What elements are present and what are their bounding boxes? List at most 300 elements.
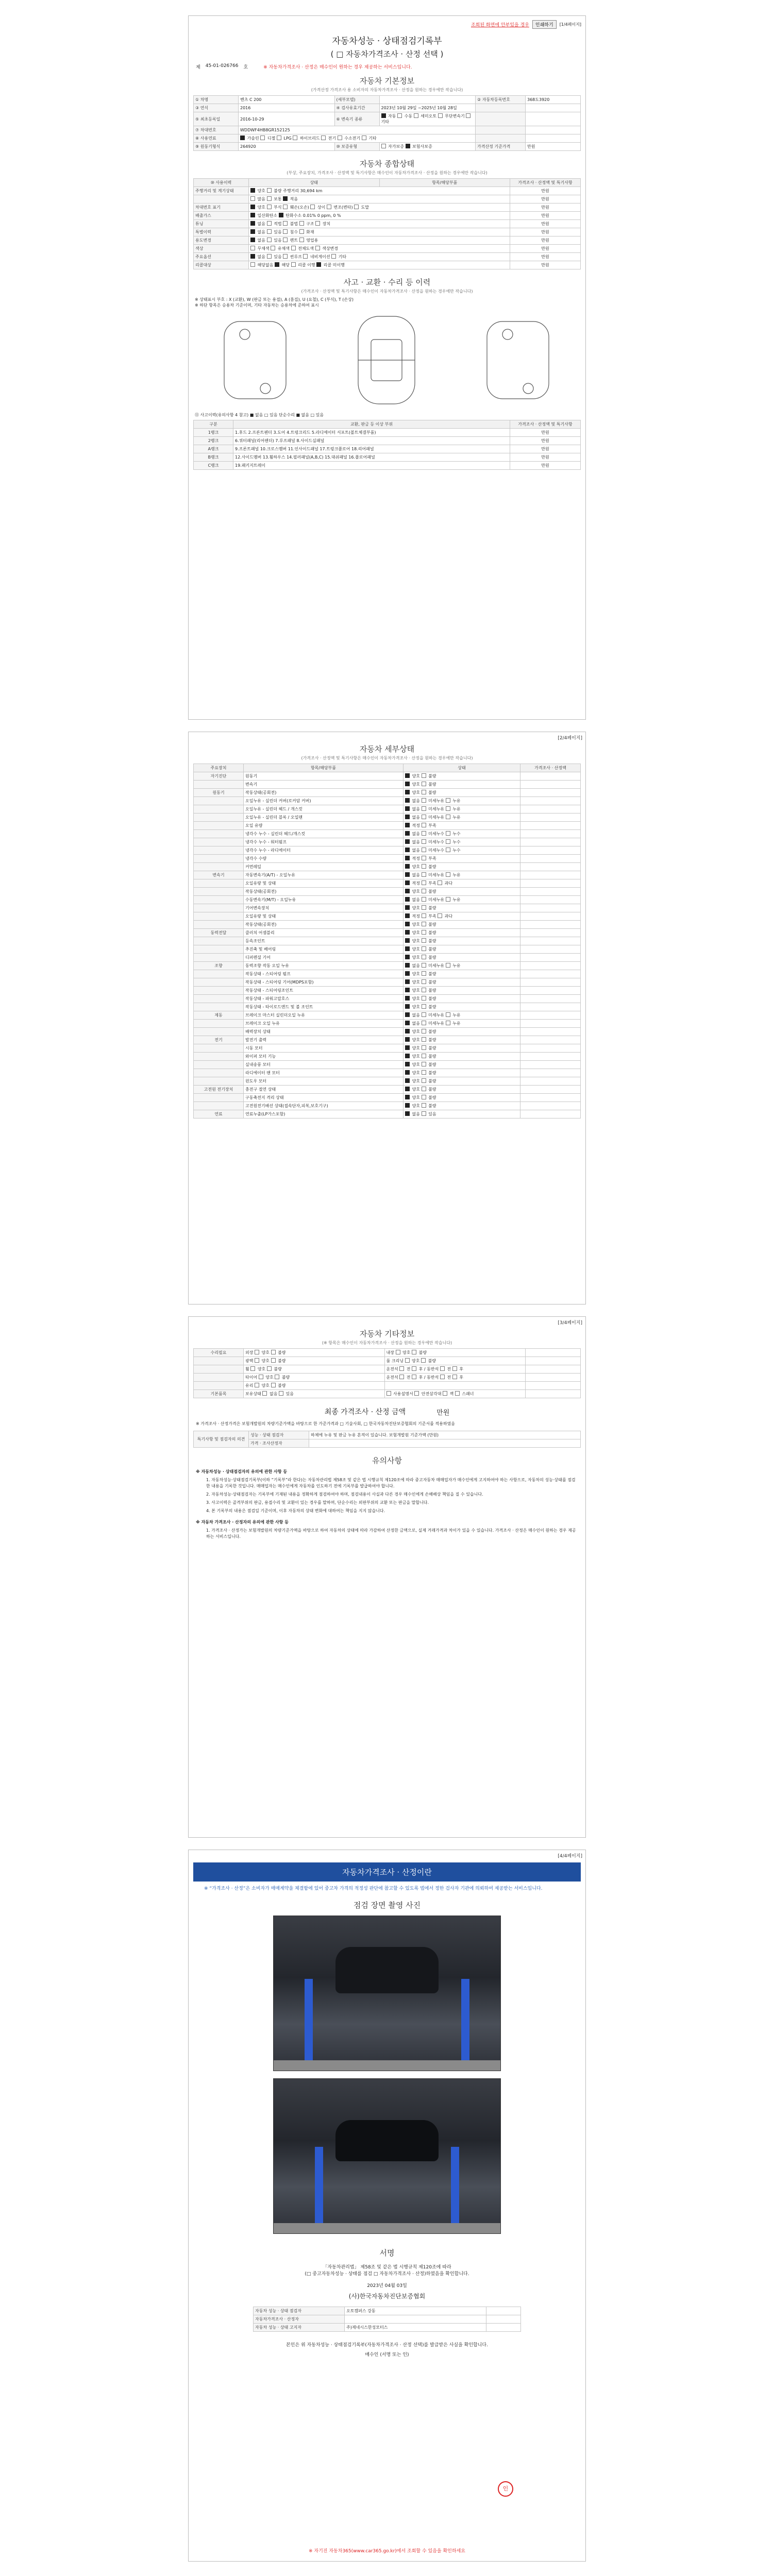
unchecked-box-icon[interactable] bbox=[422, 1029, 426, 1033]
detail-amount bbox=[520, 1086, 581, 1094]
unchecked-box-icon[interactable] bbox=[283, 238, 288, 242]
doc-no: 45-01-026766 bbox=[205, 63, 239, 69]
unchecked-box-icon[interactable] bbox=[422, 963, 426, 968]
unchecked-box-icon[interactable] bbox=[446, 1012, 450, 1017]
unchecked-box-icon[interactable] bbox=[422, 971, 426, 976]
checked-box-icon[interactable] bbox=[250, 254, 255, 259]
checked-box-icon[interactable] bbox=[405, 1029, 410, 1033]
accident-legend bbox=[195, 297, 579, 308]
basic-value: 가솔린 디젤 LPG 하이브리드 전기 수소전기 기타 bbox=[239, 134, 476, 143]
unchecked-box-icon[interactable] bbox=[299, 229, 304, 234]
legend-line-1: ※ 상태표시 부호 : X (교환), W (판금 또는 용접), A (흠집), U (요철), C (부식), T (손상) bbox=[195, 297, 354, 302]
unchecked-box-icon[interactable] bbox=[422, 889, 426, 893]
print-button[interactable]: 인쇄하기 bbox=[532, 20, 557, 29]
checked-box-icon[interactable] bbox=[405, 1062, 410, 1066]
unchecked-box-icon[interactable] bbox=[422, 922, 426, 926]
unchecked-box-icon[interactable] bbox=[422, 1070, 426, 1075]
checked-box-icon[interactable] bbox=[405, 922, 410, 926]
checked-box-icon[interactable] bbox=[405, 938, 410, 943]
parts-amount: 만원 bbox=[510, 437, 581, 445]
detail-item: 작동상태 - 스티어링조인트 bbox=[244, 987, 404, 995]
parts-list: 19.패키지트레이 bbox=[233, 462, 510, 470]
checked-box-icon[interactable] bbox=[405, 930, 410, 935]
unchecked-box-icon[interactable] bbox=[279, 1391, 283, 1396]
unchecked-box-icon[interactable] bbox=[260, 135, 265, 140]
unchecked-box-icon[interactable] bbox=[299, 221, 304, 226]
detail-amount bbox=[520, 1044, 581, 1053]
unchecked-box-icon[interactable] bbox=[422, 979, 426, 984]
unchecked-box-icon[interactable] bbox=[386, 1391, 391, 1396]
detail-row bbox=[194, 1053, 581, 1061]
unchecked-box-icon[interactable] bbox=[267, 196, 272, 201]
unchecked-box-icon[interactable] bbox=[446, 839, 450, 844]
sign-role: 자동차가격조사 · 산정자 bbox=[254, 2315, 345, 2324]
unchecked-box-icon[interactable] bbox=[422, 1103, 426, 1108]
checked-box-icon[interactable] bbox=[405, 955, 410, 959]
checked-box-icon[interactable] bbox=[381, 113, 386, 118]
detail-item: 등속조인트 bbox=[244, 937, 404, 945]
unchecked-box-icon[interactable] bbox=[422, 946, 426, 951]
unchecked-box-icon[interactable] bbox=[440, 1366, 445, 1371]
detail-row bbox=[194, 1044, 581, 1053]
unchecked-box-icon[interactable] bbox=[422, 831, 426, 836]
checked-box-icon[interactable] bbox=[405, 798, 410, 803]
checked-box-icon[interactable] bbox=[405, 856, 410, 860]
unchecked-box-icon[interactable] bbox=[267, 229, 272, 234]
unchecked-box-icon[interactable] bbox=[267, 188, 272, 193]
unchecked-box-icon[interactable] bbox=[259, 1375, 263, 1379]
unchecked-box-icon[interactable] bbox=[414, 113, 418, 118]
detail-row bbox=[194, 879, 581, 888]
checked-box-icon[interactable] bbox=[405, 1021, 410, 1025]
detail-item: 오일누유 - 실린더 커버(로커암 커버) bbox=[244, 797, 404, 805]
unchecked-box-icon[interactable] bbox=[422, 1078, 426, 1083]
detail-amount bbox=[520, 945, 581, 954]
basic-label: (세부모델) bbox=[334, 96, 379, 104]
detail-item: 클러치 어셈블리 bbox=[244, 929, 404, 937]
checked-box-icon[interactable] bbox=[405, 1045, 410, 1050]
detail-amount bbox=[520, 805, 581, 814]
checked-box-icon[interactable] bbox=[405, 913, 410, 918]
checked-box-icon[interactable] bbox=[250, 238, 255, 242]
unchecked-box-icon[interactable] bbox=[422, 988, 426, 992]
checked-box-icon[interactable] bbox=[250, 221, 255, 226]
detail-amount bbox=[520, 987, 581, 995]
detail-row bbox=[194, 830, 581, 838]
unchecked-box-icon[interactable] bbox=[255, 1383, 259, 1387]
unchecked-box-icon[interactable] bbox=[331, 254, 336, 259]
general-label: 차대번호 표기 bbox=[194, 204, 249, 212]
checked-box-icon[interactable] bbox=[405, 988, 410, 992]
detail-amount bbox=[520, 789, 581, 797]
unchecked-box-icon[interactable] bbox=[315, 246, 320, 250]
unchecked-box-icon[interactable] bbox=[283, 229, 288, 234]
sign-title: 서명 bbox=[379, 2248, 395, 2258]
sign-name bbox=[345, 2315, 486, 2324]
detail-row bbox=[194, 1020, 581, 1028]
checked-box-icon[interactable] bbox=[250, 188, 255, 193]
other-item: 광택 양호 불량 bbox=[244, 1357, 385, 1365]
detail-group bbox=[194, 970, 244, 978]
unchecked-box-icon[interactable] bbox=[446, 806, 450, 811]
unchecked-box-icon[interactable] bbox=[267, 205, 272, 209]
checked-box-icon[interactable] bbox=[405, 1012, 410, 1017]
unchecked-box-icon[interactable] bbox=[354, 205, 359, 209]
checked-box-icon[interactable] bbox=[405, 897, 410, 902]
doc-header bbox=[189, 33, 585, 59]
unchecked-box-icon[interactable] bbox=[422, 823, 426, 827]
checked-box-icon[interactable] bbox=[405, 979, 410, 984]
unchecked-box-icon[interactable] bbox=[446, 897, 450, 902]
checked-box-icon[interactable] bbox=[283, 196, 288, 201]
unchecked-box-icon[interactable] bbox=[422, 790, 426, 794]
other-item: 보유상태 없음 있음 bbox=[244, 1390, 385, 1398]
unchecked-box-icon[interactable] bbox=[412, 1350, 416, 1354]
unchecked-box-icon[interactable] bbox=[440, 1375, 445, 1379]
other-amount bbox=[526, 1357, 581, 1365]
parts-table bbox=[193, 420, 581, 470]
unchecked-box-icon[interactable] bbox=[443, 1391, 447, 1396]
unchecked-box-icon[interactable] bbox=[446, 1021, 450, 1025]
general-row bbox=[194, 245, 581, 253]
basic-label bbox=[476, 134, 526, 143]
unchecked-box-icon[interactable] bbox=[283, 205, 288, 209]
basic-label: ⑤ 최초등록일 bbox=[194, 112, 239, 126]
other-sub: (※ 항목은 매수인이 자동차가격조사 · 산정을 원하는 경우에만 작습니다) bbox=[322, 1341, 452, 1345]
detail-item: 연료누출(LP가스포함) bbox=[244, 1110, 404, 1118]
doc-no-suffix: 호 bbox=[243, 65, 248, 70]
unchecked-box-icon[interactable] bbox=[422, 1087, 426, 1091]
checked-box-icon[interactable] bbox=[405, 1095, 410, 1099]
unchecked-box-icon[interactable] bbox=[267, 1366, 272, 1371]
unchecked-box-icon[interactable] bbox=[315, 221, 320, 226]
unchecked-box-icon[interactable] bbox=[422, 848, 426, 852]
unchecked-box-icon[interactable] bbox=[293, 135, 297, 140]
detail-amount bbox=[520, 896, 581, 904]
unchecked-box-icon[interactable] bbox=[271, 1358, 276, 1363]
unchecked-box-icon[interactable] bbox=[262, 1391, 267, 1396]
notice-link[interactable]: 조회된 화면에 안부있을 경우 bbox=[470, 23, 529, 28]
basic-row bbox=[194, 96, 581, 104]
unchecked-box-icon[interactable] bbox=[422, 872, 426, 877]
unchecked-box-icon[interactable] bbox=[422, 1095, 426, 1099]
unchecked-box-icon[interactable] bbox=[455, 1391, 460, 1396]
detail-amount bbox=[520, 921, 581, 929]
unchecked-box-icon[interactable] bbox=[452, 1375, 457, 1379]
basic-value: 자동 수동 세미오토 무단변속기 기타 bbox=[379, 112, 476, 126]
checked-box-icon[interactable] bbox=[405, 905, 410, 910]
unchecked-box-icon[interactable] bbox=[362, 135, 366, 140]
detail-group bbox=[194, 954, 244, 962]
doc-notice: ※ 자동차가격조사 · 산정은 매수인이 원하는 경우 제공하는 서비스입니다. bbox=[263, 65, 412, 70]
general-status: 무채색 유채색 전체도색 색상변경 bbox=[249, 245, 510, 253]
checked-box-icon[interactable] bbox=[405, 848, 410, 852]
checked-box-icon[interactable] bbox=[405, 1004, 410, 1009]
unchecked-box-icon[interactable] bbox=[321, 135, 326, 140]
checked-box-icon[interactable] bbox=[405, 773, 410, 778]
checked-box-icon[interactable] bbox=[405, 1111, 410, 1116]
other-group: 수리필요 bbox=[194, 1349, 244, 1357]
basic-value bbox=[379, 96, 476, 104]
unchecked-box-icon[interactable] bbox=[267, 221, 272, 226]
detail-item: 변속기 bbox=[244, 781, 404, 789]
checked-box-icon[interactable] bbox=[405, 889, 410, 893]
notes-p2: 2. 자동차성능·상태점검자는 기록부에 기재된 내용을 정확하게 점검하여야 하며, 점검내용이 사실과 다른 경우 매수인에게 손해배상 책임을 질 수 있습니다. bbox=[206, 1492, 483, 1497]
checked-box-icon[interactable] bbox=[405, 971, 410, 976]
general-label bbox=[194, 195, 249, 204]
detail-amount bbox=[520, 1011, 581, 1020]
checked-box-icon[interactable] bbox=[405, 1078, 410, 1083]
basic-row bbox=[194, 104, 581, 112]
unchecked-box-icon[interactable] bbox=[422, 1062, 426, 1066]
unchecked-box-icon[interactable] bbox=[397, 113, 402, 118]
inspection-photo-1 bbox=[273, 1916, 501, 2071]
unchecked-box-icon[interactable] bbox=[446, 872, 450, 877]
detail-item: 실내송풍 모터 bbox=[244, 1061, 404, 1069]
detail-amount bbox=[520, 797, 581, 805]
detail-row bbox=[194, 929, 581, 937]
unchecked-box-icon[interactable] bbox=[422, 773, 426, 778]
unchecked-box-icon[interactable] bbox=[414, 1391, 419, 1396]
unchecked-box-icon[interactable] bbox=[422, 1021, 426, 1025]
sign-role: 자동차 성능 · 상태 고지자 bbox=[254, 2324, 345, 2332]
unchecked-box-icon[interactable] bbox=[396, 1350, 400, 1354]
unchecked-box-icon[interactable] bbox=[250, 246, 255, 250]
unchecked-box-icon[interactable] bbox=[303, 254, 308, 259]
detail-group bbox=[194, 797, 244, 805]
detail-group bbox=[194, 1020, 244, 1028]
unchecked-box-icon[interactable] bbox=[271, 246, 275, 250]
detail-status: 적정 부족 bbox=[404, 855, 520, 863]
general-sub: (부상, 주요장치, 가격조사 · 산정액 및 특기사항은 매수인이 자동차가격조사 · 산정을 원하는 경우에만 작습니다) bbox=[287, 171, 488, 175]
checked-box-icon[interactable] bbox=[405, 946, 410, 951]
sign-table bbox=[253, 2307, 521, 2332]
detail-status: 양호 불량 bbox=[404, 978, 520, 987]
unchecked-box-icon[interactable] bbox=[267, 238, 272, 242]
checked-box-icon[interactable] bbox=[405, 831, 410, 836]
checked-box-icon[interactable] bbox=[405, 815, 410, 819]
unchecked-box-icon[interactable] bbox=[255, 1358, 259, 1363]
unchecked-box-icon[interactable] bbox=[438, 913, 442, 918]
detail-group: 자기진단 bbox=[194, 772, 244, 781]
unchecked-box-icon[interactable] bbox=[438, 880, 442, 885]
unchecked-box-icon[interactable] bbox=[438, 113, 443, 118]
detail-row bbox=[194, 1102, 581, 1110]
checked-box-icon[interactable] bbox=[316, 262, 321, 267]
checked-box-icon[interactable] bbox=[405, 880, 410, 885]
unchecked-box-icon[interactable] bbox=[405, 1358, 410, 1363]
checked-box-icon[interactable] bbox=[405, 996, 410, 1001]
unchecked-box-icon[interactable] bbox=[422, 955, 426, 959]
checked-box-icon[interactable] bbox=[405, 806, 410, 811]
basic-title: 자동차 기본정보 bbox=[359, 76, 415, 86]
unchecked-box-icon[interactable] bbox=[250, 196, 255, 201]
checked-box-icon[interactable] bbox=[405, 782, 410, 786]
unchecked-box-icon[interactable] bbox=[446, 963, 450, 968]
sign-row bbox=[254, 2307, 521, 2315]
checked-box-icon[interactable] bbox=[279, 213, 283, 217]
basic-value: 264920 bbox=[239, 143, 335, 151]
unchecked-box-icon[interactable] bbox=[299, 238, 304, 242]
unchecked-box-icon[interactable] bbox=[422, 839, 426, 844]
detail-item: 발전기 출력 bbox=[244, 1036, 404, 1044]
final-amount: 만원 bbox=[436, 1409, 450, 1417]
general-status: 없음 있음 렌트 영업용 bbox=[249, 236, 510, 245]
detail-status: 없음 미세누유 누유 bbox=[404, 814, 520, 822]
detail-amount bbox=[520, 978, 581, 987]
unchecked-box-icon[interactable] bbox=[466, 113, 470, 118]
unchecked-box-icon[interactable] bbox=[452, 1366, 457, 1371]
parts-row bbox=[194, 437, 581, 445]
unchecked-box-icon[interactable] bbox=[422, 806, 426, 811]
detail-status: 없음 미세누유 누유 bbox=[404, 871, 520, 879]
unchecked-box-icon[interactable] bbox=[446, 798, 450, 803]
detail-item: 오일유량 및 상태 bbox=[244, 912, 404, 921]
checked-box-icon[interactable] bbox=[405, 1087, 410, 1091]
unchecked-box-icon[interactable] bbox=[271, 1383, 276, 1387]
unchecked-box-icon[interactable] bbox=[422, 930, 426, 935]
detail-group: 원동기 bbox=[194, 789, 244, 797]
checked-box-icon[interactable] bbox=[405, 1103, 410, 1108]
checked-box-icon[interactable] bbox=[405, 790, 410, 794]
detail-row bbox=[194, 1110, 581, 1118]
other-item bbox=[384, 1382, 526, 1390]
detail-amount bbox=[520, 1028, 581, 1036]
unchecked-box-icon[interactable] bbox=[422, 938, 426, 943]
detail-status: 양호 불량 bbox=[404, 987, 520, 995]
basic-value: 368도3920 bbox=[526, 96, 581, 104]
unchecked-box-icon[interactable] bbox=[412, 1366, 416, 1371]
checked-box-icon[interactable] bbox=[250, 213, 255, 217]
unchecked-box-icon[interactable] bbox=[422, 864, 426, 869]
unchecked-box-icon[interactable] bbox=[310, 205, 315, 209]
unchecked-box-icon[interactable] bbox=[422, 880, 426, 885]
detail-group: 변속기 bbox=[194, 871, 244, 879]
detail-group bbox=[194, 781, 244, 789]
unchecked-box-icon[interactable] bbox=[422, 1012, 426, 1017]
other-amount bbox=[526, 1374, 581, 1382]
unchecked-box-icon[interactable] bbox=[412, 1375, 416, 1379]
other-item: 외장 양호 불량 bbox=[244, 1349, 385, 1357]
unchecked-box-icon[interactable] bbox=[283, 221, 288, 226]
detail-amount bbox=[520, 1061, 581, 1069]
unchecked-box-icon[interactable] bbox=[422, 1045, 426, 1050]
checked-box-icon[interactable] bbox=[405, 864, 410, 869]
general-status: 없음 있음 침수 화재 bbox=[249, 228, 510, 236]
unchecked-box-icon[interactable] bbox=[422, 913, 426, 918]
unchecked-box-icon[interactable] bbox=[422, 905, 426, 910]
checked-box-icon[interactable] bbox=[406, 144, 410, 148]
unchecked-box-icon[interactable] bbox=[250, 262, 255, 267]
unchecked-box-icon[interactable] bbox=[399, 1366, 404, 1371]
detail-row bbox=[194, 855, 581, 863]
page4-banner: 자동차가격조사 · 산정이란 bbox=[193, 1862, 581, 1882]
parts-row bbox=[194, 453, 581, 462]
detail-amount bbox=[520, 1003, 581, 1011]
final-table bbox=[193, 1431, 581, 1448]
detail-status: 양호 불량 bbox=[404, 781, 520, 789]
unchecked-box-icon[interactable] bbox=[327, 205, 331, 209]
detail-amount bbox=[520, 1036, 581, 1044]
checked-box-icon[interactable] bbox=[405, 1054, 410, 1058]
unchecked-box-icon[interactable] bbox=[446, 815, 450, 819]
detail-group bbox=[194, 822, 244, 830]
unchecked-box-icon[interactable] bbox=[271, 1350, 276, 1354]
unchecked-box-icon[interactable] bbox=[422, 782, 426, 786]
unchecked-box-icon[interactable] bbox=[422, 1054, 426, 1058]
checked-box-icon[interactable] bbox=[405, 1070, 410, 1075]
unchecked-box-icon[interactable] bbox=[283, 254, 288, 259]
checked-box-icon[interactable] bbox=[250, 229, 255, 234]
detail-group bbox=[194, 855, 244, 863]
checked-box-icon[interactable] bbox=[405, 872, 410, 877]
general-label: 튜닝 bbox=[194, 220, 249, 228]
detail-amount bbox=[520, 830, 581, 838]
unchecked-box-icon[interactable] bbox=[422, 798, 426, 803]
detail-group bbox=[194, 1061, 244, 1069]
unchecked-box-icon[interactable] bbox=[422, 897, 426, 902]
unchecked-box-icon[interactable] bbox=[275, 1375, 279, 1379]
unchecked-box-icon[interactable] bbox=[422, 1111, 426, 1116]
unchecked-box-icon[interactable] bbox=[250, 1366, 255, 1371]
checked-box-icon[interactable] bbox=[405, 963, 410, 968]
general-row bbox=[194, 261, 581, 269]
unchecked-box-icon[interactable] bbox=[422, 1037, 426, 1042]
unchecked-box-icon[interactable] bbox=[267, 254, 272, 259]
basic-label: ⑧ 사용연료 bbox=[194, 134, 239, 143]
unchecked-box-icon[interactable] bbox=[446, 831, 450, 836]
unchecked-box-icon[interactable] bbox=[291, 246, 296, 250]
final-opinion: 하체에 누유 및 판금 누유 흔적이 있습니다. 보험개발원 기준가액 (만원) bbox=[309, 1431, 581, 1439]
checked-box-icon[interactable] bbox=[250, 205, 255, 209]
checked-box-icon[interactable] bbox=[240, 135, 245, 140]
basic-label: ⑨ 원동기형식 bbox=[194, 143, 239, 151]
detail-amount bbox=[520, 954, 581, 962]
receive-text: 본인은 위 자동차성능 · 상태점검기록부(자동차가격조사 · 산정 선택)를 발급받은 사실을 확인합니다. bbox=[286, 2343, 488, 2348]
checked-box-icon[interactable] bbox=[405, 823, 410, 827]
detail-item: 작동상태(공회전) bbox=[244, 789, 404, 797]
detail-group bbox=[194, 838, 244, 846]
checked-box-icon[interactable] bbox=[275, 262, 279, 267]
unchecked-box-icon[interactable] bbox=[399, 1375, 404, 1379]
unchecked-box-icon[interactable] bbox=[277, 135, 281, 140]
unchecked-box-icon[interactable] bbox=[291, 262, 296, 267]
detail-group bbox=[194, 879, 244, 888]
unchecked-box-icon[interactable] bbox=[446, 848, 450, 852]
unchecked-box-icon[interactable] bbox=[421, 1358, 426, 1363]
unchecked-box-icon[interactable] bbox=[422, 996, 426, 1001]
other-item: 유리 양호 불량 bbox=[244, 1382, 385, 1390]
basic-row bbox=[194, 126, 581, 134]
detail-row bbox=[194, 995, 581, 1003]
unchecked-box-icon[interactable] bbox=[422, 856, 426, 860]
general-amount: 만원 bbox=[510, 204, 581, 212]
unchecked-box-icon[interactable] bbox=[422, 1004, 426, 1009]
detail-item: 냉각수 누수 - 라디에이터 bbox=[244, 846, 404, 855]
detail-status: 양호 불량 bbox=[404, 937, 520, 945]
accident-row: ⑪ 사고이력(유의사항 4 참고) ■ 없음 □ 있음 단순수리 ■ 없음 □ 있음 bbox=[195, 413, 324, 417]
unchecked-box-icon[interactable] bbox=[338, 135, 342, 140]
detail-amount bbox=[520, 929, 581, 937]
checked-box-icon[interactable] bbox=[405, 1037, 410, 1042]
unchecked-box-icon[interactable] bbox=[381, 144, 386, 148]
parts-list: 1.후드 2.프론트펜더 3.도어 4.트렁크리드 5.라디에이터 서포트(볼트체결부품) bbox=[233, 429, 510, 437]
detail-status: 적정 부족 bbox=[404, 822, 520, 830]
other-amount bbox=[526, 1390, 581, 1398]
checked-box-icon[interactable] bbox=[405, 839, 410, 844]
unchecked-box-icon[interactable] bbox=[422, 815, 426, 819]
unchecked-box-icon[interactable] bbox=[255, 1350, 259, 1354]
